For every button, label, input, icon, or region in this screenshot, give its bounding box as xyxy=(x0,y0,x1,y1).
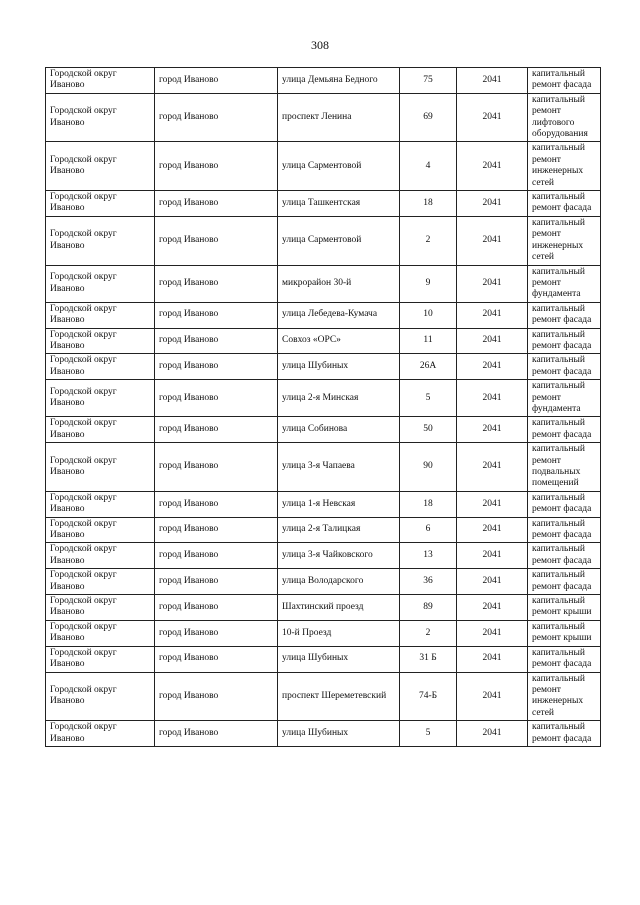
city-cell: город Иваново xyxy=(155,302,278,328)
okrug-cell: Городской округ Иваново xyxy=(46,646,155,672)
year-cell: 2041 xyxy=(457,646,528,672)
year-cell: 2041 xyxy=(457,543,528,569)
house-number-cell: 74-Б xyxy=(400,672,457,721)
house-number-cell: 50 xyxy=(400,417,457,443)
year-cell: 2041 xyxy=(457,354,528,380)
year-cell: 2041 xyxy=(457,68,528,94)
work-type-cell: капитальный ремонт инженерных сетей xyxy=(528,216,601,265)
city-cell: город Иваново xyxy=(155,265,278,302)
okrug-cell: Городской округ Иваново xyxy=(46,491,155,517)
city-cell: город Иваново xyxy=(155,417,278,443)
house-number-cell: 9 xyxy=(400,265,457,302)
work-type-cell: капитальный ремонт крыши xyxy=(528,595,601,621)
okrug-cell: Городской округ Иваново xyxy=(46,191,155,217)
work-type-cell: капитальный ремонт подвальных помещений xyxy=(528,443,601,492)
work-type-cell: капитальный ремонт лифтового оборудования xyxy=(528,93,601,142)
table-row xyxy=(46,721,601,747)
house-number-cell: 6 xyxy=(400,517,457,543)
work-type-cell: капитальный ремонт фундамента xyxy=(528,265,601,302)
okrug-cell: Городской округ Иваново xyxy=(46,595,155,621)
street-cell: улица Демьяна Бедного xyxy=(278,68,400,94)
table-row xyxy=(46,380,601,417)
work-type-cell: капитальный ремонт фасада xyxy=(528,417,601,443)
year-cell: 2041 xyxy=(457,93,528,142)
house-number-cell: 4 xyxy=(400,142,457,191)
table-row xyxy=(46,443,601,492)
street-cell: улица 3-я Чайковского xyxy=(278,543,400,569)
house-number-cell: 36 xyxy=(400,569,457,595)
year-cell: 2041 xyxy=(457,672,528,721)
table-row xyxy=(46,142,601,191)
work-type-cell: капитальный ремонт фасада xyxy=(528,328,601,354)
table-row xyxy=(46,620,601,646)
city-cell: город Иваново xyxy=(155,672,278,721)
okrug-cell: Городской округ Иваново xyxy=(46,354,155,380)
okrug-cell: Городской округ Иваново xyxy=(46,216,155,265)
street-cell: улица Володарского xyxy=(278,569,400,595)
city-cell: город Иваново xyxy=(155,569,278,595)
work-type-cell: капитальный ремонт фасада xyxy=(528,721,601,747)
city-cell: город Иваново xyxy=(155,191,278,217)
city-cell: город Иваново xyxy=(155,646,278,672)
table-row xyxy=(46,417,601,443)
work-type-cell: капитальный ремонт фасада xyxy=(528,569,601,595)
city-cell: город Иваново xyxy=(155,543,278,569)
city-cell: город Иваново xyxy=(155,142,278,191)
year-cell: 2041 xyxy=(457,721,528,747)
street-cell: улица 2-я Талицкая xyxy=(278,517,400,543)
house-number-cell: 5 xyxy=(400,380,457,417)
street-cell: 10-й Проезд xyxy=(278,620,400,646)
street-cell: улица 2-я Минская xyxy=(278,380,400,417)
street-cell: улица Собинова xyxy=(278,417,400,443)
year-cell: 2041 xyxy=(457,216,528,265)
okrug-cell: Городской округ Иваново xyxy=(46,68,155,94)
street-cell: Шахтинский проезд xyxy=(278,595,400,621)
okrug-cell: Городской округ Иваново xyxy=(46,380,155,417)
year-cell: 2041 xyxy=(457,417,528,443)
city-cell: город Иваново xyxy=(155,517,278,543)
okrug-cell: Городской округ Иваново xyxy=(46,517,155,543)
okrug-cell: Городской округ Иваново xyxy=(46,265,155,302)
table-row xyxy=(46,672,601,721)
house-number-cell: 75 xyxy=(400,68,457,94)
okrug-cell: Городской округ Иваново xyxy=(46,443,155,492)
city-cell: город Иваново xyxy=(155,216,278,265)
house-number-cell: 18 xyxy=(400,491,457,517)
year-cell: 2041 xyxy=(457,265,528,302)
street-cell: улица Ташкентская xyxy=(278,191,400,217)
repair-register-table xyxy=(45,67,601,747)
table-row xyxy=(46,543,601,569)
street-cell: проспект Шереметевский xyxy=(278,672,400,721)
street-cell: улица Шубиных xyxy=(278,646,400,672)
street-cell: улица 3-я Чапаева xyxy=(278,443,400,492)
city-cell: город Иваново xyxy=(155,491,278,517)
house-number-cell: 69 xyxy=(400,93,457,142)
year-cell: 2041 xyxy=(457,595,528,621)
house-number-cell: 11 xyxy=(400,328,457,354)
house-number-cell: 2 xyxy=(400,620,457,646)
okrug-cell: Городской округ Иваново xyxy=(46,328,155,354)
table-row xyxy=(46,216,601,265)
work-type-cell: капитальный ремонт фасада xyxy=(528,354,601,380)
okrug-cell: Городской округ Иваново xyxy=(46,142,155,191)
house-number-cell: 89 xyxy=(400,595,457,621)
work-type-cell: капитальный ремонт фундамента xyxy=(528,380,601,417)
street-cell: улица Сарментовой xyxy=(278,142,400,191)
year-cell: 2041 xyxy=(457,517,528,543)
year-cell: 2041 xyxy=(457,142,528,191)
okrug-cell: Городской округ Иваново xyxy=(46,672,155,721)
table-row xyxy=(46,93,601,142)
city-cell: город Иваново xyxy=(155,721,278,747)
page-number: 308 xyxy=(311,38,329,52)
house-number-cell: 90 xyxy=(400,443,457,492)
house-number-cell: 10 xyxy=(400,302,457,328)
work-type-cell: капитальный ремонт инженерных сетей xyxy=(528,672,601,721)
city-cell: город Иваново xyxy=(155,443,278,492)
house-number-cell: 2 xyxy=(400,216,457,265)
street-cell: улица Шубиных xyxy=(278,354,400,380)
city-cell: город Иваново xyxy=(155,93,278,142)
city-cell: город Иваново xyxy=(155,354,278,380)
work-type-cell: капитальный ремонт фасада xyxy=(528,646,601,672)
work-type-cell: капитальный ремонт крыши xyxy=(528,620,601,646)
work-type-cell: капитальный ремонт фасада xyxy=(528,191,601,217)
house-number-cell: 18 xyxy=(400,191,457,217)
table-row xyxy=(46,517,601,543)
city-cell: город Иваново xyxy=(155,380,278,417)
table-row xyxy=(46,491,601,517)
year-cell: 2041 xyxy=(457,620,528,646)
year-cell: 2041 xyxy=(457,302,528,328)
year-cell: 2041 xyxy=(457,380,528,417)
table-row xyxy=(46,68,601,94)
year-cell: 2041 xyxy=(457,491,528,517)
street-cell: улица Сарментовой xyxy=(278,216,400,265)
table-row xyxy=(46,302,601,328)
work-type-cell: капитальный ремонт фасада xyxy=(528,302,601,328)
table-row xyxy=(46,354,601,380)
street-cell: микрорайон 30-й xyxy=(278,265,400,302)
city-cell: город Иваново xyxy=(155,328,278,354)
okrug-cell: Городской округ Иваново xyxy=(46,569,155,595)
okrug-cell: Городской округ Иваново xyxy=(46,93,155,142)
work-type-cell: капитальный ремонт фасада xyxy=(528,491,601,517)
okrug-cell: Городской округ Иваново xyxy=(46,417,155,443)
house-number-cell: 13 xyxy=(400,543,457,569)
table-row xyxy=(46,646,601,672)
table-row xyxy=(46,595,601,621)
city-cell: город Иваново xyxy=(155,595,278,621)
year-cell: 2041 xyxy=(457,328,528,354)
table-row xyxy=(46,569,601,595)
work-type-cell: капитальный ремонт фасада xyxy=(528,543,601,569)
table-row xyxy=(46,265,601,302)
year-cell: 2041 xyxy=(457,443,528,492)
street-cell: улица Лебедева-Кумача xyxy=(278,302,400,328)
house-number-cell: 26А xyxy=(400,354,457,380)
table-row xyxy=(46,328,601,354)
work-type-cell: капитальный ремонт фасада xyxy=(528,517,601,543)
year-cell: 2041 xyxy=(457,191,528,217)
city-cell: город Иваново xyxy=(155,68,278,94)
work-type-cell: капитальный ремонт инженерных сетей xyxy=(528,142,601,191)
house-number-cell: 5 xyxy=(400,721,457,747)
okrug-cell: Городской округ Иваново xyxy=(46,302,155,328)
house-number-cell: 31 Б xyxy=(400,646,457,672)
year-cell: 2041 xyxy=(457,569,528,595)
street-cell: Совхоз «ОРС» xyxy=(278,328,400,354)
city-cell: город Иваново xyxy=(155,620,278,646)
okrug-cell: Городской округ Иваново xyxy=(46,543,155,569)
table-row xyxy=(46,191,601,217)
street-cell: улица 1-я Невская xyxy=(278,491,400,517)
street-cell: улица Шубиных xyxy=(278,721,400,747)
register-table-body xyxy=(46,68,601,747)
street-cell: проспект Ленина xyxy=(278,93,400,142)
okrug-cell: Городской округ Иваново xyxy=(46,721,155,747)
work-type-cell: капитальный ремонт фасада xyxy=(528,68,601,94)
okrug-cell: Городской округ Иваново xyxy=(46,620,155,646)
